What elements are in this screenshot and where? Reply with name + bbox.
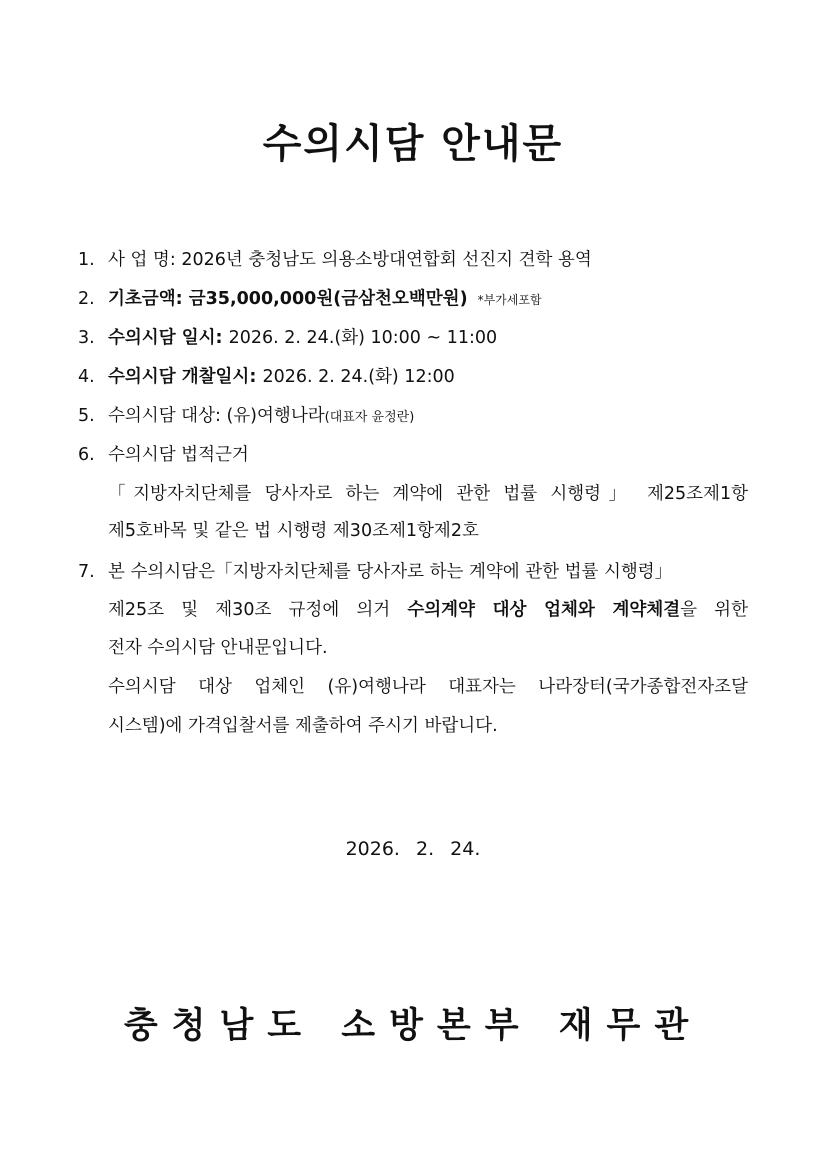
item-7-line-3: 전자 수의시담 안내문입니다. — [108, 638, 328, 658]
item-2: 2. 기초금액: 금35,000,000원(금삼천오백만원) *부가세포함 — [78, 289, 542, 309]
item-4: 4. 수의시담 개찰일시: 2026. 2. 24.(화) 12:00 — [78, 367, 455, 387]
item-4-value: 2026. 2. 24.(화) 12:00 — [262, 367, 455, 387]
item-6-line-1: 「지방자치단체를 당사자로 하는 계약에 관한 법률 시행령」 제25조제1항 — [108, 484, 748, 504]
item-5: 5. 수의시담 대상: (유)여행나라(대표자 윤정란) — [78, 406, 415, 426]
item-1: 1. 사 업 명: 2026년 충청남도 의용소방대연합회 선진지 견학 용역 — [78, 250, 592, 270]
item-6-line-2: 제5호바목 및 같은 법 시행령 제30조제1항제2호 — [108, 521, 479, 541]
item-7-line-5: 시스템)에 가격입찰서를 제출하여 주시기 바랍니다. — [108, 716, 498, 736]
item-7-emphasis: 수의계약 대상 업체와 계약체결 — [407, 600, 681, 620]
item-5-value: (유)여행나라 — [226, 406, 325, 426]
item-7-line-2: 제25조 및 제30조 규정에 의거 수의계약 대상 업체와 계약체결을 위한 — [108, 600, 748, 620]
item-1-value: 2026년 충청남도 의용소방대연합회 선진지 견학 용역 — [181, 250, 592, 270]
item-3-label: 수의시담 일시: — [108, 328, 229, 348]
item-5-note: (대표자 윤정란) — [324, 410, 415, 425]
document-title: 수의시담 안내문 — [262, 121, 564, 167]
item-2-value: 금35,000,000원(금삼천오백만원) — [188, 289, 468, 309]
item-2-note: *부가세포함 — [477, 293, 542, 307]
item-7: 7. 본 수의시담은「지방자치단체를 당사자로 하는 계약에 관한 법률 시행령」 — [78, 562, 673, 582]
item-6-label: 수의시담 법적근거 — [108, 445, 249, 465]
item-1-label: 사 업 명: — [108, 250, 182, 270]
item-3: 3. 수의시담 일시: 2026. 2. 24.(화) 10:00 ~ 11:00 — [78, 328, 498, 348]
item-7-line-4: 수의시담 대상 업체인 (유)여행나라 대표자는 나라장터(국가종합전자조달 — [108, 677, 748, 697]
document-date: 2026. 2. 24. — [345, 838, 481, 860]
item-3-value: 2026. 2. 24.(화) 10:00 ~ 11:00 — [228, 328, 498, 348]
item-6: 6. 수의시담 법적근거 — [78, 445, 249, 465]
item-5-label: 수의시담 대상: — [108, 406, 227, 426]
item-2-label: 기초금액: — [108, 289, 189, 309]
issuer-name: 충청남도 소방본부 재무관 — [123, 1006, 703, 1046]
item-4-label: 수의시담 개찰일시: — [108, 367, 263, 387]
item-7-line-1: 본 수의시담은「지방자치단체를 당사자로 하는 계약에 관한 법률 시행령」 — [108, 562, 673, 582]
